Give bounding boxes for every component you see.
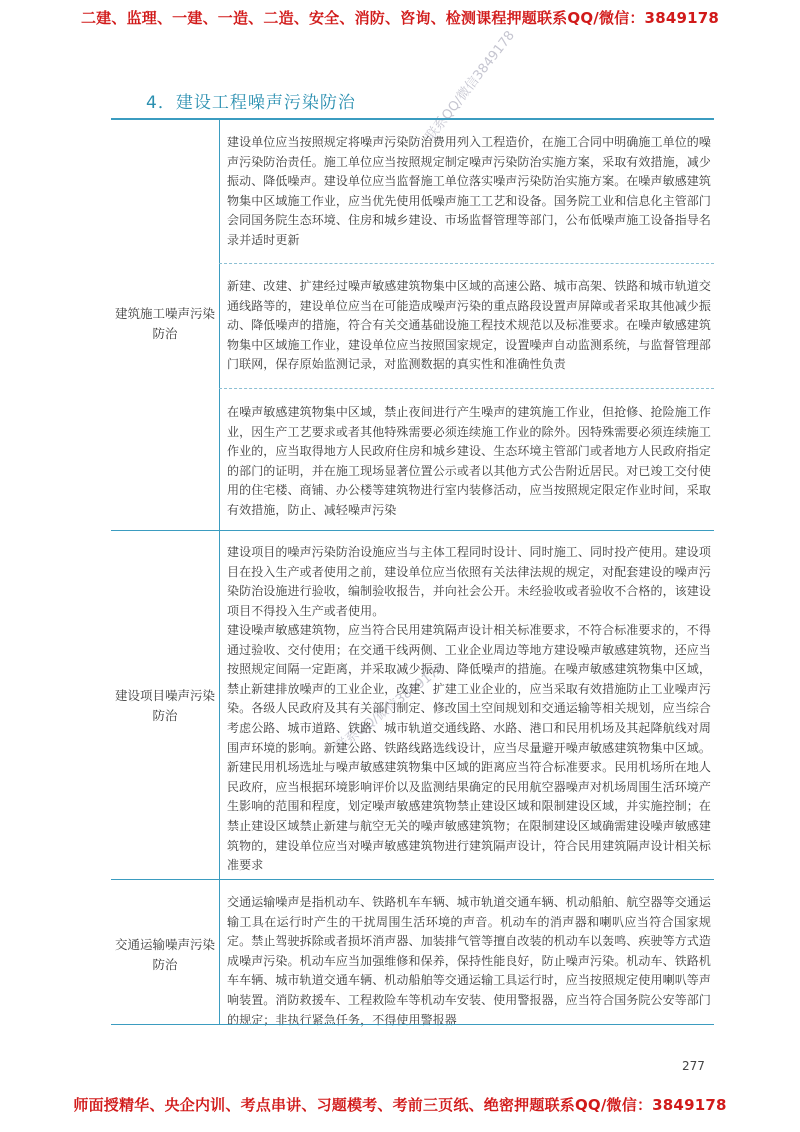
row-paragraph: 交通运输噪声是指机动车、铁路机车车辆、城市轨道交通车辆、机动船舶、航空器等交通运输工具在运行时产生的干扰周围生活环境的声音。机动车的消声器和喇叭应当符合国家规定。禁止驾驶拆除或者损坏消声器、加装排气管等擅自改装的机动车以轰鸣、疾驶等方式造成噪声污染。机动车应当加强维修和保养，保持性能良好，防止噪声污染。机动车、铁路机车车辆、城市轨道交通车辆、机动船舶等交通运输工具运行时，应当按照规定使用喇叭等声响装置。消防救援车、工程救险车等机动车安装、使用警报器，应当符合国务院公安等部门的规定；非执行紧急任务，不得使用警报器 (227, 895, 712, 1027)
row-label: 建筑施工噪声污染防治 (114, 306, 215, 341)
section-title: 4．建设工程噪声污染防治 (146, 93, 356, 113)
sub-row-divider (219, 263, 714, 264)
table-top-rule (111, 118, 714, 120)
row-paragraph: 建设噪声敏感建筑物，应当符合民用建筑隔声设计相关标准要求，不符合标准要求的，不得通过验收、交付使用；在交通干线两侧、工业企业周边等地方建设噪声敏感建筑物，还应当按照规定间隔一定距离，并采取减少振动、降低噪声的措施。在噪声敏感建筑物集中区域，禁止新建排放噪声的工业企业，改建、扩建工业企业的，应当采取有效措施防止工业噪声污染。各级人民政府及其有关部门制定、修改国土空间规划和交通运输等相关规划，应当综合考虑公路、城市道路、铁路、城市轨道交通线路、水路、港口和民用机场及其起降航线对周围声环境的影响。新建公路、铁路线路选线设计，应当尽量避开噪声敏感建筑物集中区域。新建民用机场选址与噪声敏感建筑物集中区域的距离应当符合标准要求。民用机场所在地人民政府，应当根据环境影响评价以及监测结果确定的民用航空器噪声对机场周围生活环境产生影响的范围和程度，划定噪声敏感建筑物禁止建设区域和限制建设区域，并实施控制；在禁止建设区域禁止新建与航空无关的噪声敏感建筑物；在限制建设区域确需建设噪声敏感建筑物的，建设单位应当对噪声敏感建筑物进行建筑隔声设计，符合民用建筑隔声设计相关标准要求 (227, 623, 712, 873)
bottom-ad-banner: 师面授精华、央企内训、考点串讲、习题模考、考前三页纸、绝密押题联系QQ/微信：3849178 (73, 1096, 727, 1114)
table-column-divider (219, 118, 220, 1025)
row-label: 交通运输噪声污染防治 (114, 937, 215, 972)
row-label: 建设项目噪声污染防治 (114, 688, 215, 723)
row-divider (111, 530, 714, 531)
row-paragraph: 新建、改建、扩建经过噪声敏感建筑物集中区域的高速公路、城市高架、铁路和城市轨道交通线路等的，建设单位应当在可能造成噪声污染的重点路段设置声屏障或者采取其他减少振动、降低噪声的措施，符合有关交通基础设施工程技术规范以及标准要求。在噪声敏感建筑物集中区域施工作业，建设单位应当按照国家规定，设置噪声自动监测系统，与监督管理部门联网，保存原始监测记录，对监测数据的真实性和准确性负责 (227, 279, 712, 372)
row-paragraph: 建设单位应当按照规定将噪声污染防治费用列入工程造价，在施工合同中明确施工单位的噪声污染防治责任。施工单位应当按照规定制定噪声污染防治实施方案，采取有效措施，减少振动、降低噪声。建设单位应当监督施工单位落实噪声污染防治实施方案。在噪声敏感建筑物集中区域施工作业，应当优先使用低噪声施工工艺和设备。国务院工业和信息化主管部门会同国务院生态环境、住房和城乡建设、市场监督管理等部门，公布低噪声施工设备指导名录并适时更新 (227, 135, 712, 247)
table-bottom-rule (111, 1024, 714, 1025)
sub-row-divider (219, 388, 714, 389)
page-number: 277 (682, 1059, 705, 1073)
top-ad-banner: 二建、监理、一建、一造、二造、安全、消防、咨询、检测课程押题联系QQ/微信：3849178 (80, 9, 720, 27)
row-paragraph: 在噪声敏感建筑物集中区域，禁止夜间进行产生噪声的建筑施工作业，但抢修、抢险施工作业，因生产工艺要求或者其他特殊需要必须连续施工作业的除外。因特殊需要必须连续施工作业的，应当取得地方人民政府住房和城乡建设、生态环境主管部门或者地方人民政府指定的部门的证明，并在施工现场显著位置公示或者以其他方式公告附近居民。对已竣工交付使用的住宅楼、商铺、办公楼等建筑物进行室内装修活动，应当按照规定限定作业时间，采取有效措施，防止、减轻噪声污染 (227, 405, 712, 517)
row-paragraph: 建设项目的噪声污染防治设施应当与主体工程同时设计、同时施工、同时投产使用。建设项目在投入生产或者使用之前，建设单位应当依照有关法律法规的规定，对配套建设的噪声污染防治设施进行验收，编制验收报告，并向社会公开。未经验收或者验收不合格的，该建设项目不得投入生产或者使用。 (227, 545, 712, 618)
watermark: 联系QQ/微信3849178 (332, 660, 448, 755)
row-divider (111, 879, 714, 880)
watermark: 联系QQ/微信3849178 (423, 28, 518, 144)
